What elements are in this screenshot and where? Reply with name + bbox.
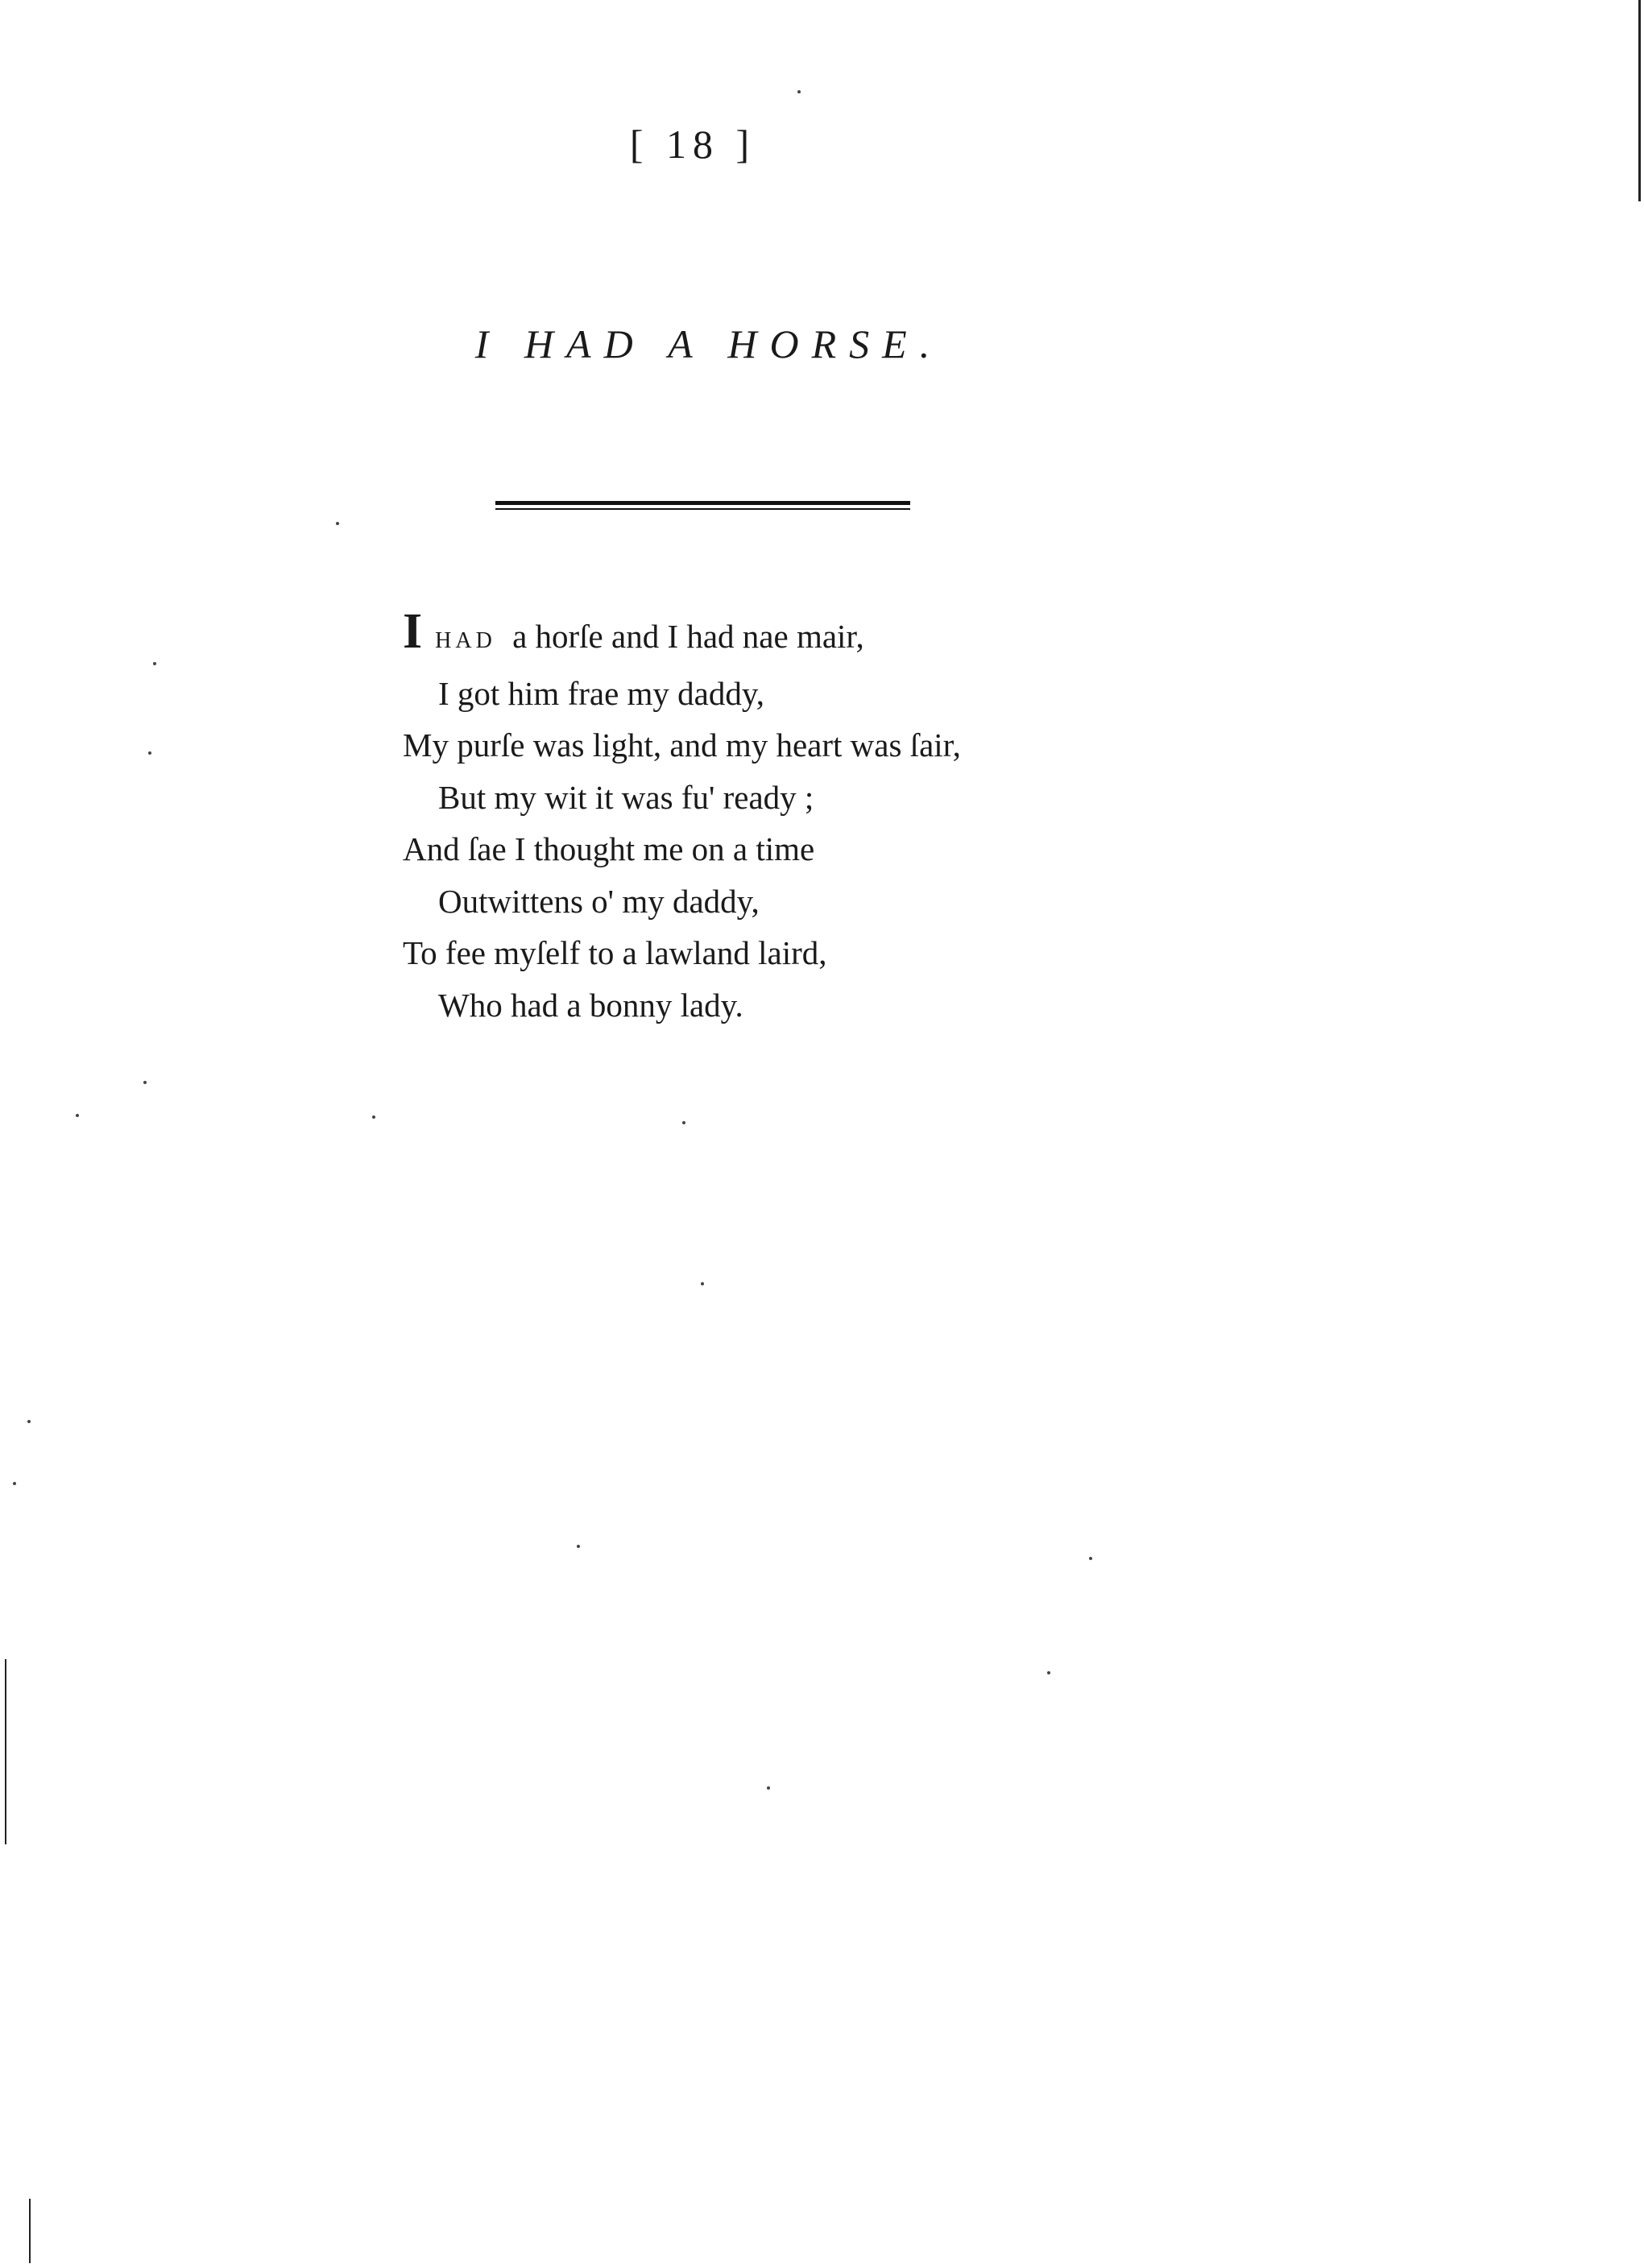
poem-stanza xyxy=(403,604,1289,1031)
scan-speck xyxy=(1089,1557,1092,1560)
scan-speck xyxy=(76,1114,79,1117)
scan-speck xyxy=(577,1545,580,1548)
scan-speck xyxy=(27,1420,31,1423)
scan-edge-line-left xyxy=(5,1659,6,1844)
scan-speck xyxy=(682,1121,685,1124)
scan-speck xyxy=(153,662,156,665)
small-caps-word: HAD xyxy=(435,628,496,653)
scan-edge-line-right xyxy=(1638,0,1641,201)
scan-speck xyxy=(767,1786,770,1790)
title-rule-thick xyxy=(495,501,910,505)
poem-line-1 xyxy=(403,604,1289,668)
drop-cap: I xyxy=(403,604,423,659)
scan-speck xyxy=(336,522,339,525)
poem-title: I HAD A HORSE. xyxy=(474,321,943,366)
poem-line-5: And ſae I thought me on a time xyxy=(403,830,815,867)
scan-edge-line-left-bottom xyxy=(29,2199,31,2263)
scan-speck xyxy=(372,1115,375,1119)
scan-speck xyxy=(148,751,151,755)
scan-speck xyxy=(797,90,801,93)
title-rule-thin xyxy=(495,508,910,510)
scan-speck xyxy=(143,1081,147,1084)
scan-speck xyxy=(13,1482,16,1485)
scan-speck xyxy=(1047,1671,1050,1674)
poem-line-2: I got him frae my daddy, xyxy=(438,674,764,712)
poem-line-7: To fee myſelf to a lawland laird, xyxy=(403,934,827,971)
poem-line-4: But my wit it was fu' ready ; xyxy=(438,778,814,816)
poem-line-1-rest: a horſe and I had nae mair, xyxy=(503,618,864,655)
scan-speck xyxy=(701,1282,704,1285)
poem-line-3: My purſe was light, and my heart was ſair, xyxy=(403,726,961,764)
poem-line-6: Outwittens o' my daddy, xyxy=(438,882,760,920)
page-number: [ 18 ] xyxy=(629,122,756,167)
poem-line-8: Who had a bonny lady. xyxy=(438,986,743,1024)
